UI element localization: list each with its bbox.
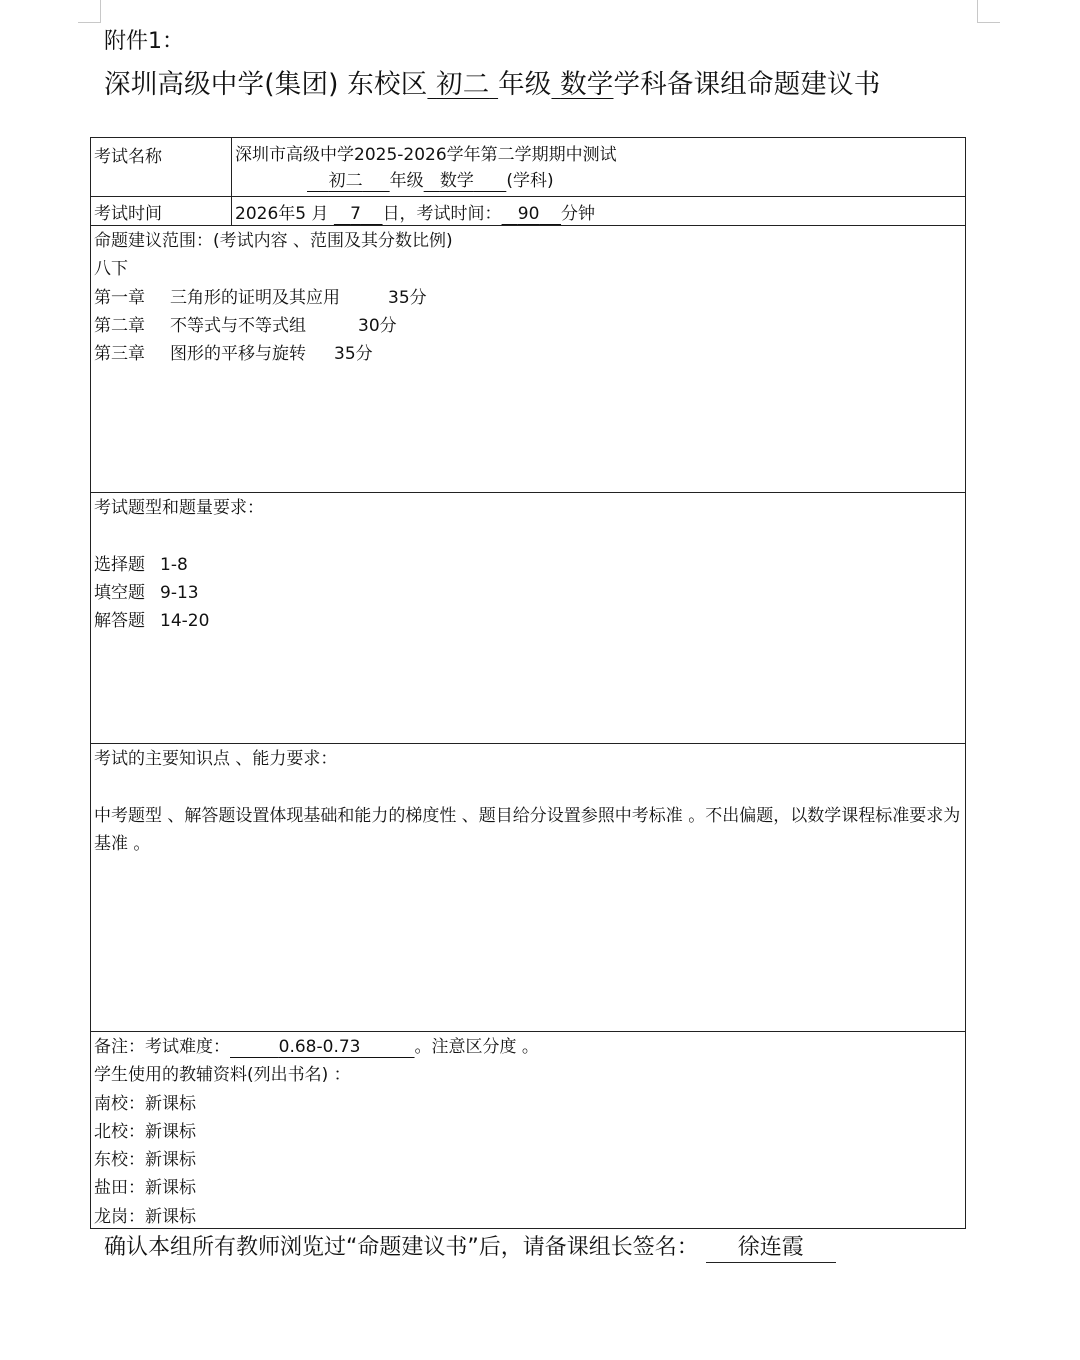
question-types-heading: 考试题型和题量要求：	[94, 498, 264, 518]
exam-name-value	[232, 138, 965, 196]
material-item: 盐田：新课标	[94, 1178, 196, 1199]
question-type-item: 解答题 14-20	[94, 611, 210, 632]
title-grade: 初二	[436, 69, 490, 100]
question-type-item: 填空题 9-13	[94, 582, 199, 603]
exam-name-line1: 深圳市高级中学2025-2026学年第二学期期中测试	[235, 145, 617, 165]
scope-chapter-item: 第二章 不等式与不等式组 30分	[94, 315, 397, 336]
spacer	[94, 522, 965, 550]
exam-duration-suffix: 分钟	[561, 204, 596, 224]
knowledge-text: 中考题型 、解答题设置体现基础和能力的梯度性 、题目给分设置参照中考标准 。不出偏题，以数学课程标准要求为基准 。	[94, 805, 961, 854]
scope-chapter-item: 第三章 图形的平移与旋转 35分	[94, 344, 373, 365]
question-type-item: 选择题 1-8	[94, 554, 188, 575]
title-grade-suffix: 年级	[498, 69, 552, 100]
title-subject: 数学	[560, 69, 614, 100]
exam-time-row	[91, 197, 965, 226]
signature-line	[104, 1230, 836, 1263]
material-item: 东校：新课标	[94, 1150, 196, 1171]
scope-heading: 命题建议范围：(考试内容 、范围及其分数比例)	[94, 231, 453, 251]
material-item: 南校：新课标	[94, 1093, 196, 1114]
exam-grade-suffix: 年级	[389, 171, 424, 191]
exam-name-row	[91, 138, 965, 197]
difficulty-suffix: 。注意区分度 。	[414, 1037, 539, 1057]
exam-duration: 90	[517, 204, 540, 224]
exam-name-label: 考试名称	[91, 138, 232, 196]
title-school: 深圳高级中学(集团) 东校区	[104, 69, 428, 100]
confirm-text: 确认本组所有教师浏览过“命题建议书”后，请备课组长签名：	[104, 1235, 699, 1260]
title-suffix: 学科备课组命题建议书	[613, 69, 881, 100]
page-corner-mark-left	[78, 0, 101, 23]
exam-subject-suffix: (学科)	[506, 171, 554, 191]
notes-row	[91, 1032, 965, 1230]
exam-subject: 数学	[439, 171, 474, 191]
exam-year-month: 2026年5 月	[235, 204, 329, 224]
materials-heading: 学生使用的教辅资料(列出书名) ：	[94, 1065, 351, 1086]
scope-book: 八下	[94, 259, 128, 280]
exam-time-label: 考试时间	[91, 197, 232, 225]
page-corner-mark-right	[977, 0, 1000, 23]
exam-time-value	[232, 197, 965, 225]
knowledge-row	[91, 744, 965, 1032]
spacer	[94, 773, 965, 801]
exam-grade-subject-line	[235, 168, 965, 194]
exam-day: 7	[350, 204, 361, 224]
material-item: 龙岗：新课标	[94, 1206, 196, 1227]
difficulty-line	[94, 1033, 965, 1061]
signature-field: 徐连霞	[706, 1234, 836, 1263]
scope-chapter-item: 第一章 三角形的证明及其应用 35分	[94, 287, 427, 308]
difficulty-value: 0.68-0.73	[278, 1037, 361, 1057]
document-title	[104, 62, 881, 101]
exam-day-suffix: 日，考试时间：	[382, 204, 502, 224]
knowledge-heading: 考试的主要知识点 、能力要求：	[94, 749, 338, 769]
proposal-form-table	[90, 137, 966, 1229]
attachment-label: 附件1：	[104, 29, 184, 54]
exam-grade: 初二	[328, 171, 363, 191]
material-item: 北校：新课标	[94, 1121, 196, 1142]
question-types-row	[91, 493, 965, 744]
difficulty-label: 备注：考试难度：	[94, 1037, 230, 1057]
scope-row	[91, 226, 965, 493]
